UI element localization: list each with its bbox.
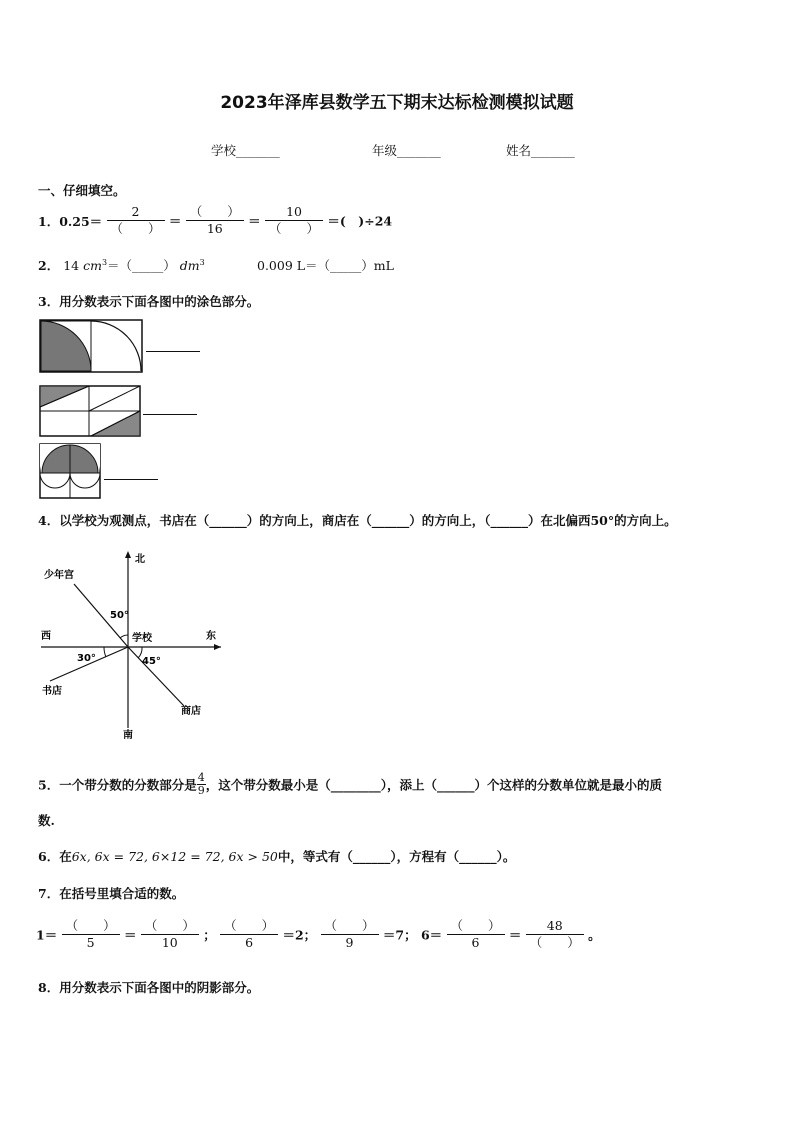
question-7: 7．在括号里填合适的数。 [38, 886, 185, 901]
q6-text: 6．在 [38, 849, 72, 864]
label-bookstore: 书店 [42, 686, 62, 697]
q2-unit-cm: cm [83, 258, 102, 273]
q7-frac [141, 918, 199, 951]
equals-sign: ＝ [508, 927, 522, 943]
q7-frac [447, 918, 505, 951]
q7-one: 1＝ [36, 927, 58, 943]
q1-fraction-2 [186, 204, 244, 237]
q1-f3-den[interactable]: （ ） [265, 220, 323, 237]
den: 5 [62, 934, 120, 951]
den: 6 [220, 934, 278, 951]
grade-field[interactable]: 年级_______ [372, 143, 441, 158]
answer-line[interactable] [146, 351, 200, 352]
compass-diagram [36, 548, 226, 748]
figure-quarter-circles [39, 319, 143, 373]
label-west: 西 [41, 631, 51, 642]
q2-part-b[interactable]: 0.009 L＝（_____）mL [257, 258, 394, 273]
q2-value: 14 [63, 258, 80, 273]
page-title: 2023年泽库县数学五下期末达标检测模拟试题 [220, 93, 574, 113]
label-angle-45: 45° [142, 656, 161, 667]
q2-exp: 3 [199, 257, 205, 267]
q1-fraction-3 [265, 204, 323, 237]
q1-f2-den: 16 [186, 220, 244, 237]
label-youth-palace: 少年宫 [44, 570, 74, 581]
question-2 [38, 256, 205, 274]
equals-7: ＝7； [382, 927, 417, 943]
question-1 [38, 204, 392, 237]
q2-blank-a[interactable]: ＝（_____） [107, 258, 176, 273]
q5-text-2: ，这个带分数最小是（________），添上（______）个这样的分数单位就是最小的质 [205, 777, 662, 793]
question-4: 4．以学校为观测点，书店在（______）的方向上，商店在（______）的方向上，（______）在北偏西50°的方向上。 [38, 513, 677, 528]
q7-frac [321, 918, 379, 951]
q2-exp: 3 [101, 257, 108, 267]
blank[interactable]: （ ） [224, 918, 275, 933]
den: 9 [321, 934, 379, 951]
blank[interactable]: （ ） [526, 934, 584, 951]
q7-frac [526, 918, 584, 951]
equals-2: ＝2； [282, 927, 317, 943]
q7-frac [220, 918, 278, 951]
q6-expression: 6x, 6x = 72, 6×12 = 72, 6x > 50 [71, 849, 278, 864]
equals-sign: ＝ [168, 213, 182, 229]
label-angle-30: 30° [77, 653, 96, 664]
figure-rectangle-triangles [39, 385, 141, 437]
q2-label: 2． [38, 258, 60, 273]
q1-tail: ＝( )÷24 [327, 213, 393, 229]
question-3: 3．用分数表示下面各图中的涂色部分。 [38, 294, 260, 309]
blank[interactable]: （ ） [324, 918, 375, 933]
q5-continuation: 数. [38, 813, 55, 828]
q1-f3-num: 10 [286, 204, 302, 219]
equals-sign: ＝ [123, 927, 137, 943]
q7-six: 6＝ [420, 927, 443, 943]
q5-num: 4 [197, 771, 205, 784]
figure-semicircles [39, 443, 101, 499]
q1-label: 1．0.25＝ [38, 213, 103, 229]
q6-text-2: 中，等式有（______），方程有（______）。 [277, 849, 516, 864]
q1-f1-num: 2 [131, 204, 140, 219]
equals-sign: ＝ [248, 213, 261, 229]
semicolon: ； [203, 927, 216, 943]
name-field[interactable]: 姓名_______ [506, 143, 575, 158]
question-8: 8．用分数表示下面各图中的阴影部分。 [38, 980, 260, 995]
answer-line[interactable] [104, 479, 158, 480]
q5-fraction [197, 772, 206, 797]
q2-unit-dm: dm [179, 258, 200, 273]
q1-fraction-1 [107, 204, 165, 237]
blank[interactable]: （ ） [65, 918, 116, 933]
blank[interactable]: （ ） [144, 918, 195, 933]
period: 。 [588, 927, 601, 943]
q5-den: 9 [197, 784, 205, 797]
label-east: 东 [206, 631, 216, 642]
answer-line[interactable] [143, 414, 197, 415]
label-shop: 商店 [181, 706, 201, 717]
label-angle-50: 50° [110, 610, 129, 621]
label-south: 南 [123, 730, 133, 741]
question-6 [38, 847, 515, 865]
den: 6 [447, 934, 505, 951]
section-heading: 一、仔细填空。 [38, 183, 126, 198]
q7-equations [36, 918, 601, 951]
q1-f2-num[interactable]: （ ） [189, 204, 240, 219]
den: 10 [141, 934, 199, 951]
question-5 [38, 772, 662, 797]
q1-f1-den[interactable]: （ ） [107, 220, 165, 237]
label-north: 北 [135, 554, 145, 565]
q5-text: 5．一个带分数的分数部分是 [38, 777, 197, 793]
school-field[interactable]: 学校_______ [211, 143, 280, 158]
num: 48 [546, 918, 563, 933]
q7-frac [62, 918, 120, 951]
blank[interactable]: （ ） [450, 918, 501, 933]
label-school: 学校 [132, 633, 152, 644]
